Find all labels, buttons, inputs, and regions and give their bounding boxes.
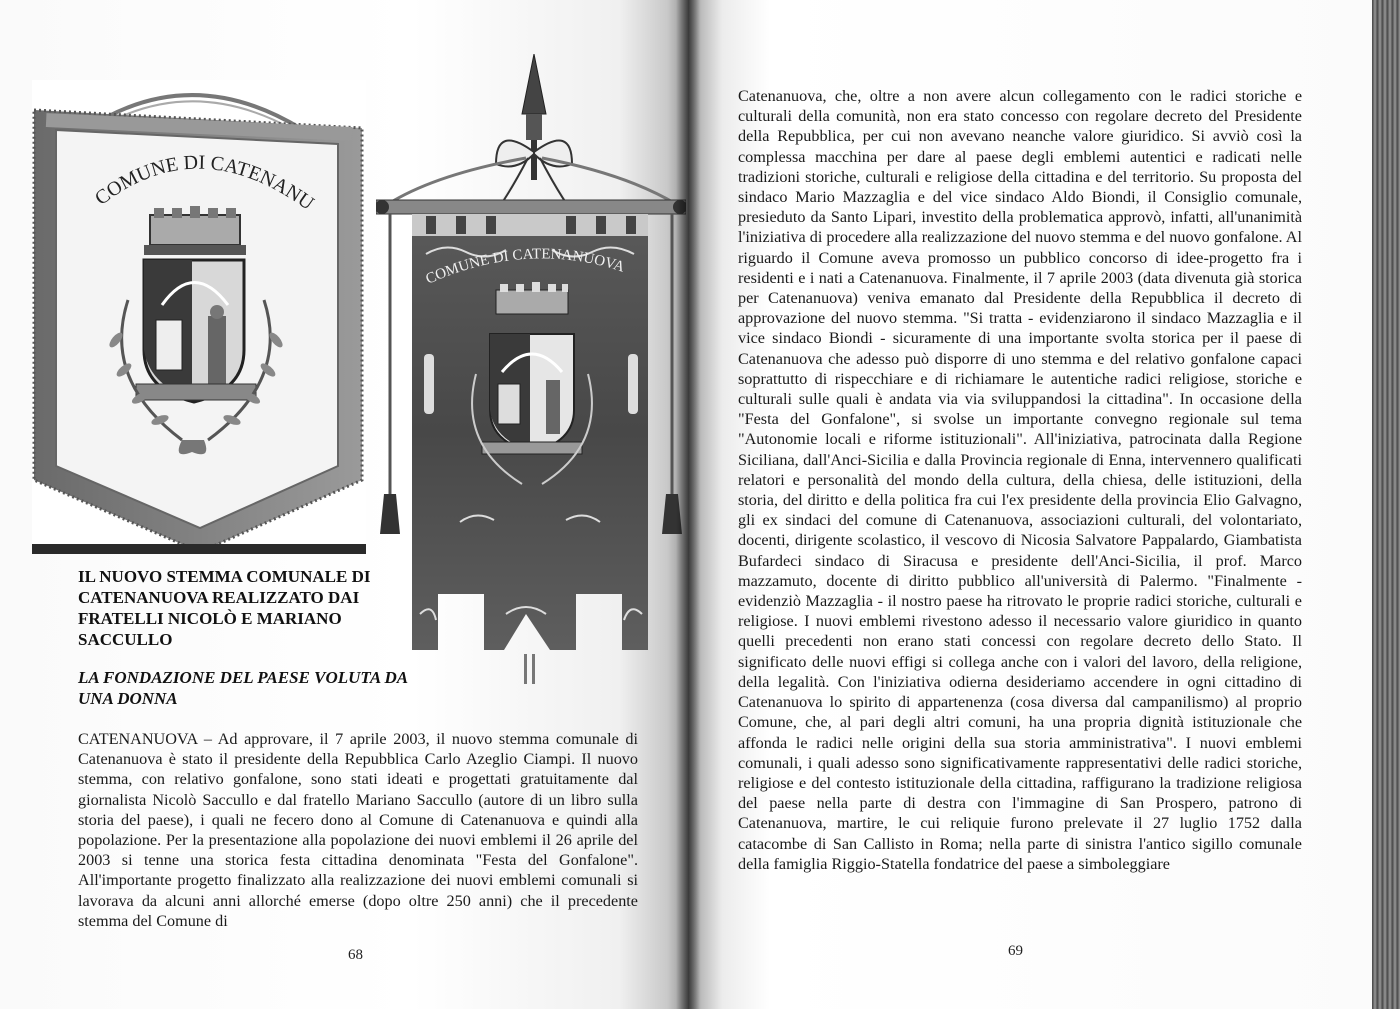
gonfalone-illustration [376, 54, 686, 694]
right-page [688, 0, 1372, 1009]
crown-icon [144, 206, 246, 255]
article-headline: IL NUOVO STEMMA COMUNALE DI CATENANUOVA REALIZZATO DAI FRATELLI NICOLÒ E MARIANO SACCULLO [78, 567, 371, 649]
gonfalone-photo [376, 54, 686, 694]
coat-of-arms-icon [144, 260, 244, 402]
page-number-right: 69 [1008, 943, 1023, 959]
page-number-left: 68 [348, 947, 363, 963]
gonfalone-arc-text: COMUNE DI CATENANUOVA [423, 246, 627, 288]
article-subheadline: LA FONDAZIONE DEL PAESE VOLUTA DA UNA DONNA [78, 668, 408, 708]
banner-coat-of-arms-icon [490, 334, 574, 452]
book-gutter [676, 0, 700, 1009]
pennant-illustration [32, 80, 366, 554]
left-page-body-text: CATENANUOVA – Ad approvare, il 7 aprile 2003, il nuovo stemma comunale di Catenanuova è stato il presidente della Repubblica Carlo Azeglio Ciampi. Il nuovo stemma, con relativo gonfalone, sono stati ideati e progettati gratuitamente dal giornalista Nicolò Saccullo e dal fratello Mariano Saccullo (autore di un libro sulla storia del paese), i quali ne fecero dono al Comune di Catenanuova e quindi alla popolazione. Per la presentazione alla popolazione dei nuovi emblemi il 26 aprile del 2003 si tenne una storica festa cittadina denominata "Festa del Gonfalone". All'importante progetto finalizzato alla realizzazione dei nuovi emblemi comunali si lavorava da alcuni anni allorché emerse (dopo oltre 250 anni) che il precedente stemma del Comune di [78, 730, 638, 930]
left-page [0, 0, 688, 1009]
page-edges [1372, 0, 1400, 1009]
right-page-body-text: Catenanuova, che, oltre a non avere alcun collegamento con le radici storiche e culturali della comunità, non era stato concesso con regolare decreto del Presidente della Repubblica, per cui non avevano neanche valore giuridico. Si avviò così la complessa macchina per dare al paese degli emblemi autentici e radicati nelle tradizioni storiche, culturali e religiose della cittadina e del territorio. Su proposta del sindaco Mario Mazzaglia e del vice sindaco Aldo Biondi, il Consiglio comunale, presieduto da Santo Lipari, investito della problematica approvò, infatti, all'unanimità l'iniziativa di procedere alla realizzazione del nuovo stemma e del nuovo gonfalone. Al riguardo il Comune aveva promosso un pubblico concorso di idee-progetto fra i residenti e i nati a Catenanuova. Finalmente, il 7 aprile 2003 (data divenuta già storica per Catenanuova) veniva emanato dal Presidente della Repubblica il decreto di approvazione del nuovo stemma. "Si tratta - evidenziarono il sindaco Mazzaglia e il vice sindaco Biondi - sicuramente di una importante svolta storica per il paese di Catenanuova che adesso può disporre di uno stemma e del relativo gonfalone capaci soprattutto di rispecchiare e di richiamare le autentiche radici religiose, storiche e culturali sulle quali è andata via via sviluppandosi la cittadina". In occasione della "Festa del Gonfalone", si svolse un importante convegno regionale sul tema "Autonomie locali e riforme istituzionali". All'iniziativa, patrocinata dalla Regione Siciliana, dall'Anci-Sicilia e dalla Provincia regionale di Enna, intervennero qualificati relatori e personalità del mondo della cultura, della chiesa, delle istituzioni, della storia, del diritto e della politica fra cui l'ex presidente della provincia Elio Galvagno, gli ex sindaci del comune di Catenanuova, associazioni culturali, del volontariato, docenti, dirigente scolastico, il vescovo di Nicosia Salvatore Pappalardo, Giambatista Bufardeci sindaco di Siracusa e presidente dell'Anci-Sicilia, il prof. Marco mazzamuto, docente di diritto pubblico all'università di Palermo. "Finalmente - evidenziò Mazzaglia - il nostro paese ha ritrovato le proprie radici storiche, culturali e religiose. I nuovi emblemi rivestono adesso il necessario valore giuridico in quanto quelli precedenti non erano stati concessi con regolare decreto dello Stato. Il significato delle nuovi effigi si collega anche con i valori del lavoro, della religione, della legalità. Con l'iniziativa odierna desideriamo accendere in ogni cittadino di Catenanuova lo spirito di appartenenza (cosa diversa dal campanilismo) al proprio Comune, che, al pari degli altri comuni, ha una propria dignità istituzionale che affonda le radici nelle origini della sua storia amministrativa". I nuovi emblemi comunali, i quali adesso sono significativamente rappresentativi delle radici storiche, religiose e del contesto istituzionale della cittadina, raffigurano la tradizione religiosa del paese nella parte di destra con l'immagine di San Prospero, patrono di Catenanuova, martire, le cui reliquie furono prelevate il 27 luglio 1752 dalla catacombe di San Callisto in Roma; nella parte di sinistra l'antico sigillo comunale della famiglia Riggio-Statella fondatrice del paese a simboleggiare [738, 87, 1302, 873]
pennant-arc-text: COMUNE DI CATENANU [90, 151, 318, 215]
pennant-photo [32, 80, 366, 554]
